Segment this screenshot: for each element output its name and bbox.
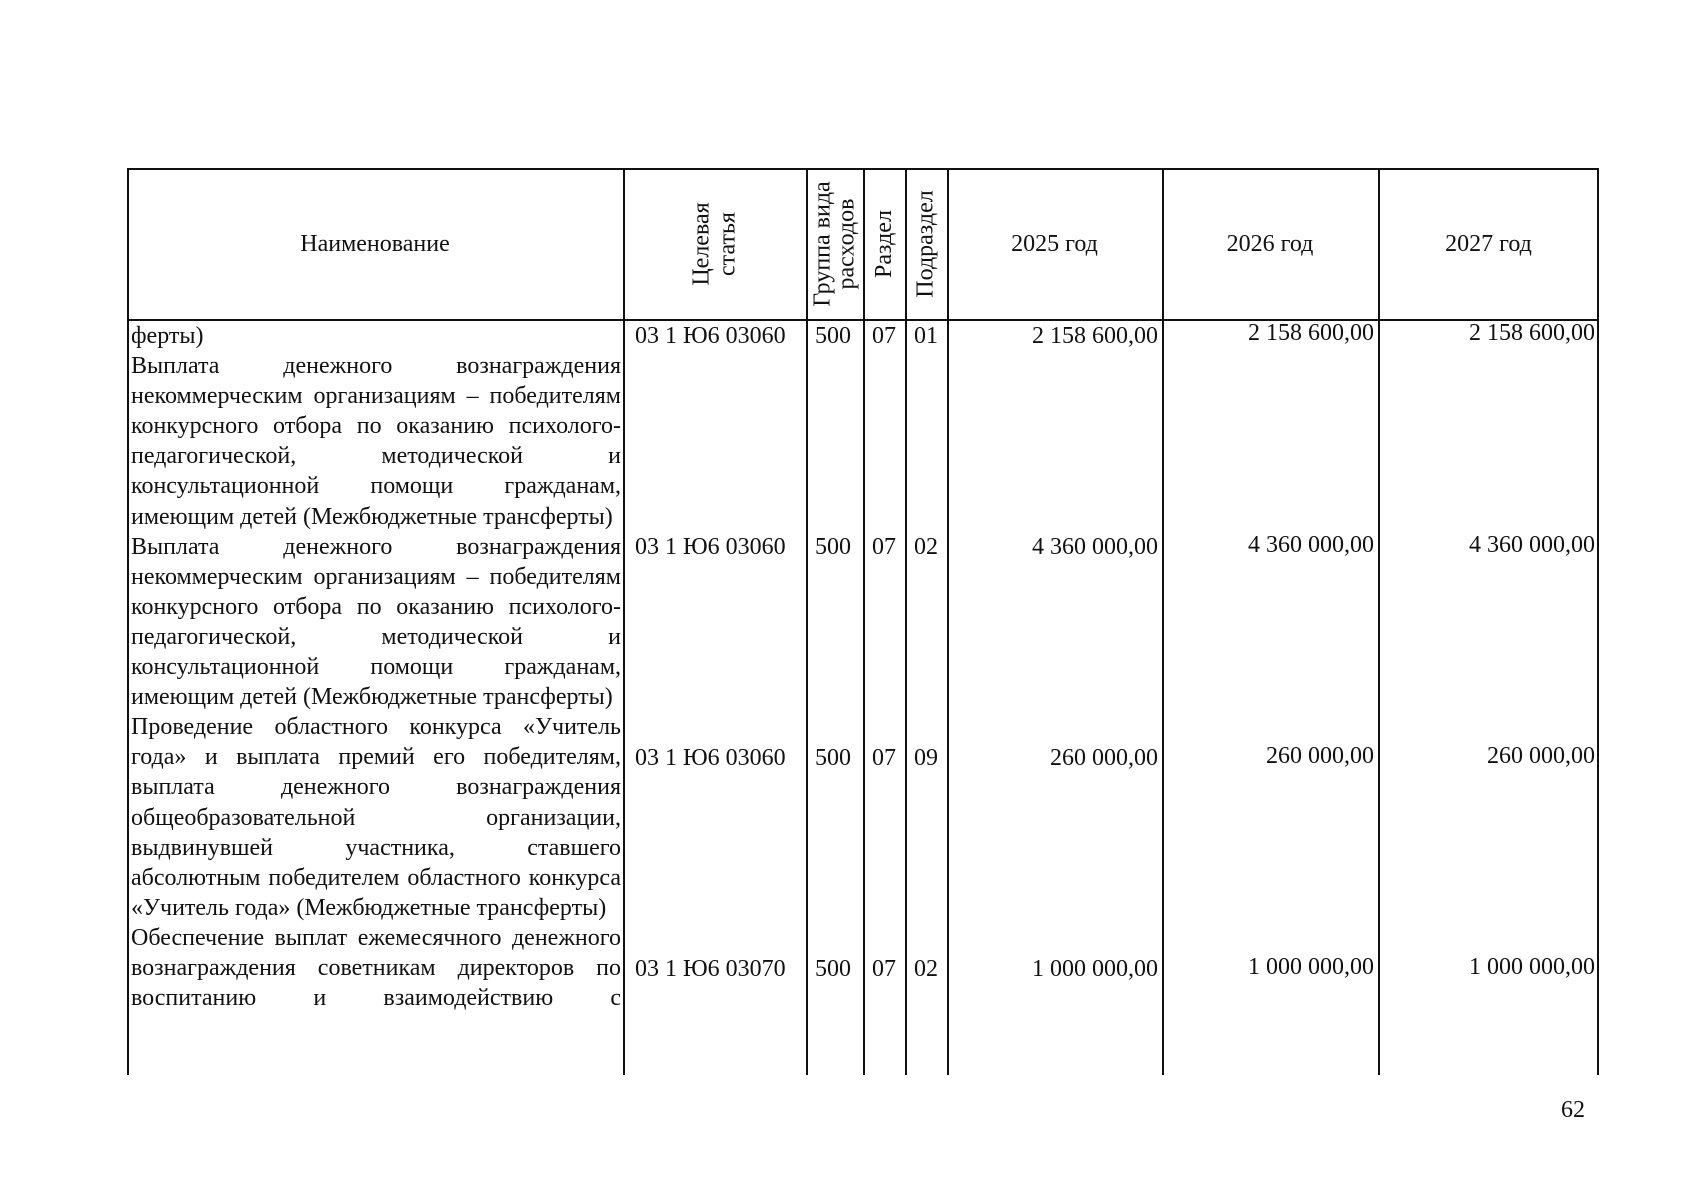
row-3-code: 03 1 Ю6 03060 — [635, 745, 786, 771]
name-paragraph: Обеспечение выплат ежемесячного денежного вознаграждения советникам директоров по воспитанию и взаимодействию с — [131, 924, 621, 1012]
header-year-2026 — [1162, 168, 1378, 320]
row-2-group: 500 — [815, 534, 851, 560]
row-3-section: 07 — [872, 745, 896, 771]
row-2-2026: 4 360 000,00 — [1248, 532, 1374, 558]
header-subsection-label: Подраздел — [913, 190, 940, 298]
header-target-article — [623, 168, 806, 320]
header-year-2027 — [1378, 168, 1599, 320]
page-number: 62 — [1561, 1097, 1585, 1123]
header-name — [127, 168, 623, 320]
header-target-article-label — [688, 202, 740, 285]
row-4-2026: 1 000 000,00 — [1248, 954, 1374, 980]
row-4-group: 500 — [815, 956, 851, 982]
row-1-code: 03 1 Ю6 03060 — [635, 323, 786, 349]
row-1-group: 500 — [815, 323, 851, 349]
header-year-2025-label: 2025 год — [1011, 230, 1098, 257]
header-year-2025 — [947, 168, 1162, 320]
name-column — [131, 321, 621, 1013]
name-fragment: ферты) — [131, 323, 204, 349]
row-3-group: 500 — [815, 745, 851, 771]
header-section — [863, 168, 905, 320]
header-section-label: Раздел — [871, 210, 898, 278]
row-1-2025: 2 158 600,00 — [1032, 323, 1158, 349]
row-4-2025: 1 000 000,00 — [1032, 956, 1158, 982]
name-paragraph: Выплата денежного вознаграждения некоммерческим организациям – победителям конкурсного отбора по оказанию психолого-педагогической, методической и консультационной помощи гражданам, имеющим детей (Межбюджетные трансферты) — [131, 353, 621, 530]
row-4-2027: 1 000 000,00 — [1469, 954, 1595, 980]
header-year-2027-label: 2027 год — [1445, 230, 1532, 257]
row-3-2026: 260 000,00 — [1266, 743, 1374, 769]
row-4-subsection: 02 — [914, 956, 938, 982]
header-line: статья — [714, 212, 741, 276]
row-2-code: 03 1 Ю6 03060 — [635, 534, 786, 560]
row-2-2025: 4 360 000,00 — [1032, 534, 1158, 560]
row-3-2027: 260 000,00 — [1487, 743, 1595, 769]
row-4-code: 03 1 Ю6 03070 — [635, 956, 786, 982]
row-1-2026: 2 158 600,00 — [1248, 320, 1374, 346]
header-line: Группа вида — [809, 181, 836, 307]
header-subsection — [905, 168, 947, 320]
row-4-section: 07 — [872, 956, 896, 982]
name-paragraph: Выплата денежного вознаграждения некоммерческим организациям – победителям конкурсного отбора по оказанию психолого-педагогической, методической и консультационной помощи гражданам, имеющим детей (Межбюджетные трансферты) — [131, 533, 621, 711]
row-2-section: 07 — [872, 534, 896, 560]
header-year-2026-label: 2026 год — [1226, 230, 1314, 257]
row-3-subsection: 09 — [914, 745, 938, 771]
row-1-section: 07 — [872, 323, 896, 349]
header-expense-group — [806, 168, 863, 320]
name-paragraph: Проведение областного конкурса «Учитель года» и выплата премий его победителям, выплата денежного вознаграждения общеобразовательной организации, выдвинувшей участника, ставшего абсолютным победителем областного конкурса «Учитель года» (Межбюджетные трансферты) — [131, 714, 621, 921]
row-1-2027: 2 158 600,00 — [1469, 320, 1595, 346]
header-line: Целевая — [688, 202, 715, 286]
row-3-2025: 260 000,00 — [1050, 745, 1158, 771]
row-2-subsection: 02 — [914, 534, 938, 560]
header-name-label: Наименование — [300, 230, 450, 257]
row-2-2027: 4 360 000,00 — [1469, 532, 1595, 558]
row-1-subsection: 01 — [914, 323, 938, 349]
header-line: расходов — [833, 198, 860, 290]
header-expense-group-label — [811, 181, 859, 306]
